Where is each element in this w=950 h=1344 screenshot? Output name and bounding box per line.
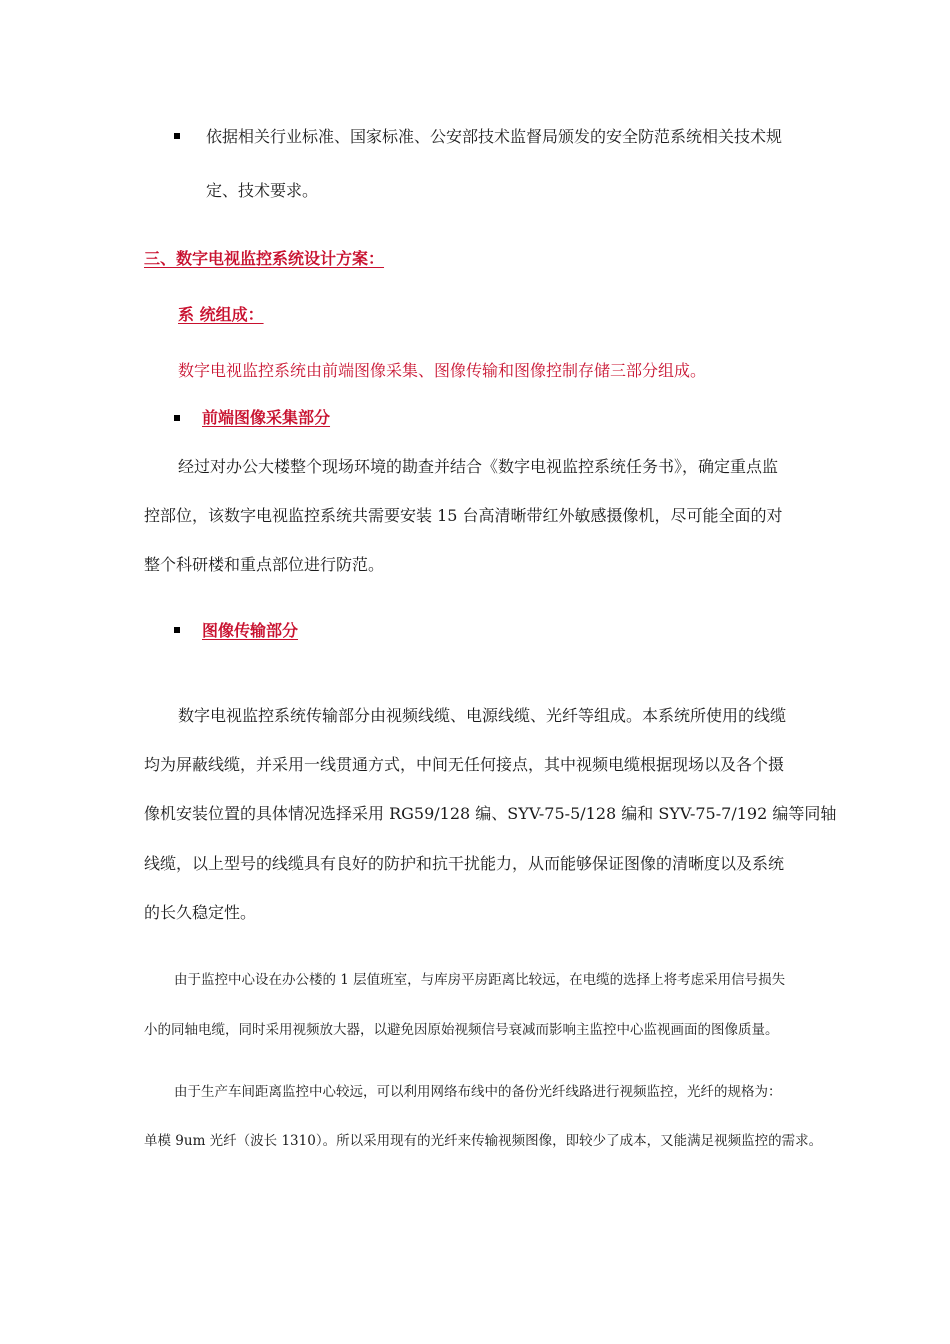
transfer-paragraph-line: 的长久稳定性。 (144, 903, 257, 922)
front-paragraph-line: 整个科研楼和重点部位进行防范。 (144, 555, 385, 574)
transfer-paragraph-line: 数字电视监控系统传输部分由视频线缆、电源线缆、光纤等组成。本系统所使用的线缆 (178, 706, 787, 725)
bullet-square-icon (174, 133, 180, 139)
composition-text: 数字电视监控系统由前端图像采集、图像传输和图像控制存储三部分组成。 (178, 361, 707, 380)
front-paragraph-line: 经过对办公大楼整个现场环境的勘查并结合《数字电视监控系统任务书》，确定重点监 (178, 457, 779, 476)
transfer-paragraph-line: 线缆，以上型号的线缆具有良好的防护和抗干扰能力，从而能够保证图像的清晰度以及系统 (144, 854, 785, 873)
intro-bullet-line-2: 定、技术要求。 (206, 181, 319, 200)
front-paragraph-line: 控部位，该数字电视监控系统共需要安装 15 台高清晰带红外敏感摄像机，尽可能全面的对 (144, 506, 783, 525)
bullet-transfer-heading: 图像传输部分 (202, 621, 299, 640)
intro-bullet-line-1: 依据相关行业标准、国家标准、公安部技术监督局颁发的安全防范系统相关技术规 (206, 127, 783, 146)
bullet-square-icon (174, 415, 180, 421)
sub-heading: 系 统组成： (178, 305, 264, 324)
note-1-line: 小的同轴电缆，同时采用视频放大器，以避免因原始视频信号衰减而影响主监控中心监视画面的图像质量。 (144, 1022, 779, 1038)
note-2-line: 由于生产车间距离监控中心较远，可以利用网络布线中的备份光纤线路进行视频监控，光纤的规格为： (174, 1084, 782, 1100)
bullet-front-heading: 前端图像采集部分 (202, 408, 331, 427)
bullet-square-icon (174, 627, 180, 633)
transfer-paragraph-line: 均为屏蔽线缆，并采用一线贯通方式，中间无任何接点，其中视频电缆根据现场以及各个摄 (144, 755, 785, 774)
section-heading: 三、数字电视监控系统设计方案： (144, 249, 385, 268)
transfer-paragraph-line: 像机安装位置的具体情况选择采用 RG59/128 编、SYV-75-5/128 编和 SYV-75-7/192 编等同轴 (144, 804, 837, 823)
note-1-line: 由于监控中心设在办公楼的 1 层值班室，与库房平房距离比较远，在电缆的选择上将考虑采用信号损失 (174, 972, 786, 988)
note-2-line: 单模 9um 光纤（波长 1310）。所以采用现有的光纤来传输视频图像，即较少了成本，又能满足视频监控的需求。 (144, 1133, 823, 1149)
